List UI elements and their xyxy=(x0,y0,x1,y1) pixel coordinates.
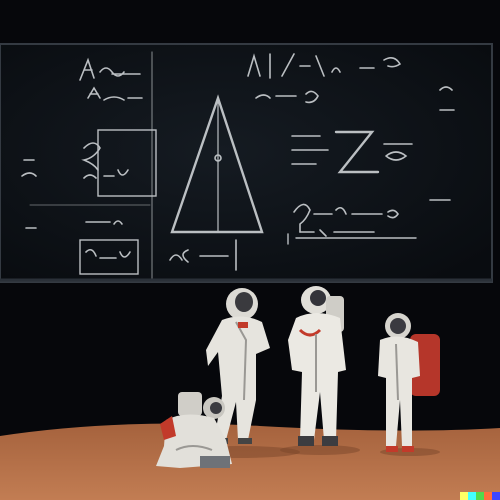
color-stamp xyxy=(460,492,500,500)
ground xyxy=(0,424,500,500)
chalkboard xyxy=(0,44,492,282)
